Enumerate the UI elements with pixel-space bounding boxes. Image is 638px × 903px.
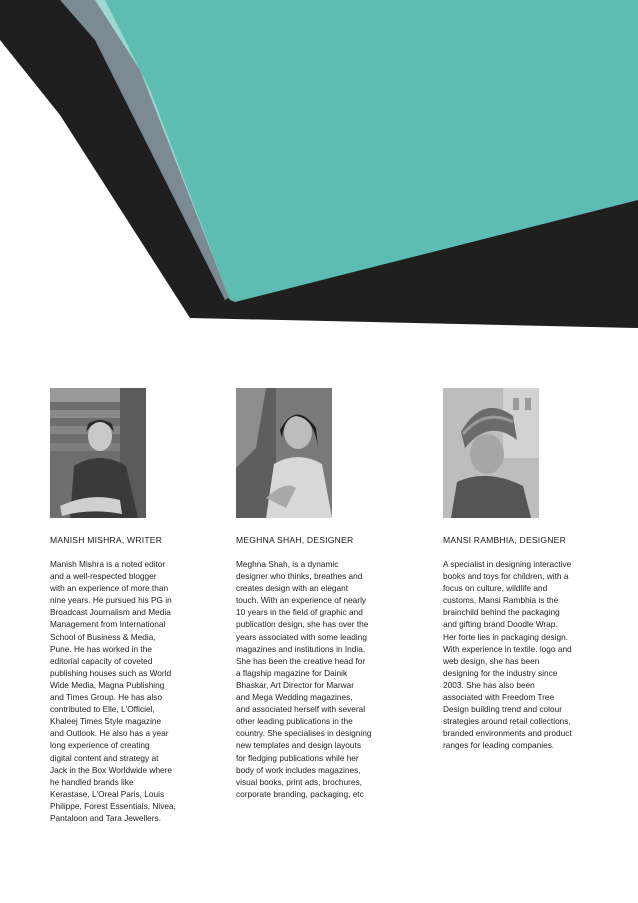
bio-line: editorial capacity of coveted [50,655,153,666]
bio-line: Philippe, Forest Essentials, Nivea, [50,800,176,811]
portrait-photo [236,388,332,518]
bio-line: body of work includes magazines, [236,764,361,775]
bio-line: Meghna Shah, is a dynamic [236,559,339,569]
bio-line: designing for the industry since [443,667,558,678]
profile-card [236,388,401,800]
bio-line: and a well-respected blogger [50,571,157,582]
bio-line: publishing houses such as World [50,667,172,678]
profile-name: MANISH MISHRA, WRITER [50,535,163,545]
bio-line: A specialist in designing interactive [443,559,572,569]
bio-line: customs, Mansi Rambhia is the [443,595,559,606]
bio-line: She has been the creative head for [236,655,366,666]
bio-line: visual books, print ads, brochures, [236,776,362,787]
profile-bio [443,558,608,752]
bio-line: and Times Group. He has also [50,692,163,703]
bio-line: Broadcast Journalism and Media [50,607,171,618]
bio-line: 10 years in the field of graphic and [236,607,363,618]
bio-line: and gifting brand Doodle Wrap. [443,619,558,630]
profile-name: MANSI RAMBHIA, DESIGNER [443,535,567,545]
bio-line: ranges for leading companies. [443,740,555,751]
bio-line: publication design, she has over the [236,619,369,630]
profile-card [443,388,608,752]
bio-line: a flagship magazine for Dainik [236,667,348,678]
bio-line: Kerastase, L'Oreal Paris, Louis [50,788,165,799]
profile-name: MEGHNA SHAH, DESIGNER [236,535,354,545]
bio-line: for fledging publications while her [236,752,359,763]
bio-line: books and toys for children, with a [443,571,569,582]
bio-line: Pantaloon and Tara Jewellers. [50,812,162,823]
bio-line: and associated herself with several [236,704,366,715]
bio-line: other leading publications in the [236,716,353,727]
bio-line: creates design with an elegant [236,583,349,594]
profile-card [50,388,215,824]
profile-bio [50,558,215,824]
bio-line: contributed to Elle, L'Officiel, [50,704,155,715]
bio-line: strategies around retail collections, [443,716,571,727]
bio-line: digital content and strategy at [50,752,159,763]
bio-line: Jack in the Box Worldwide where [50,764,173,775]
bio-line: corporate branding, packaging, etc [236,788,364,799]
bio-line: Pune. He has worked in the [50,643,152,654]
bio-line: he handled brands like [50,776,134,787]
bio-line: touch. With an experience of nearly [236,595,367,606]
bio-line: new templates and design layouts [236,740,361,751]
bio-line: branded environments and product [443,728,572,739]
bio-line: with an experience of more than [50,583,169,594]
bio-line: focus on culture, wildlife and [443,583,548,594]
portrait-photo [50,388,146,518]
bio-line: web design, she has been [443,655,540,666]
bio-line: Manish Mishra is a noted editor [50,559,166,569]
bio-line: Khaleej Times Style magazine [50,716,162,727]
bio-line: Wide Media, Magna Publishing [50,679,165,690]
bio-line: With experience in textile. logo and [443,643,572,654]
bio-line: brainchild behind the packaging [443,607,560,618]
bio-line: magazines and institutions in India. [236,643,366,654]
bio-line: country. She specialises in designing [236,728,372,739]
bio-line: Design building trend and colour [443,704,563,715]
bio-line: long experience of creating [50,740,150,751]
bio-line: 2003. She has also been [443,679,535,690]
portrait-photo [443,388,539,518]
bio-line: years associated with some leading [236,631,367,642]
bio-line: associated with Freedom Tree [443,692,555,703]
bio-line: Management from International [50,619,166,630]
bio-line: and Mega Wedding magazines, [236,692,353,703]
bio-line: designer who thinks, breathes and [236,571,363,582]
header-graphic [0,0,638,340]
bio-line: Her forte lies in packaging design. [443,631,568,642]
bio-line: nine years. He pursued his PG in [50,595,172,606]
bio-line: and Outlook. He also has a year [50,728,169,739]
bio-line: School of Business & Media, [50,631,156,642]
profile-bio [236,558,401,800]
bio-line: Bhaskar, Art Director for Marwar [236,679,355,690]
